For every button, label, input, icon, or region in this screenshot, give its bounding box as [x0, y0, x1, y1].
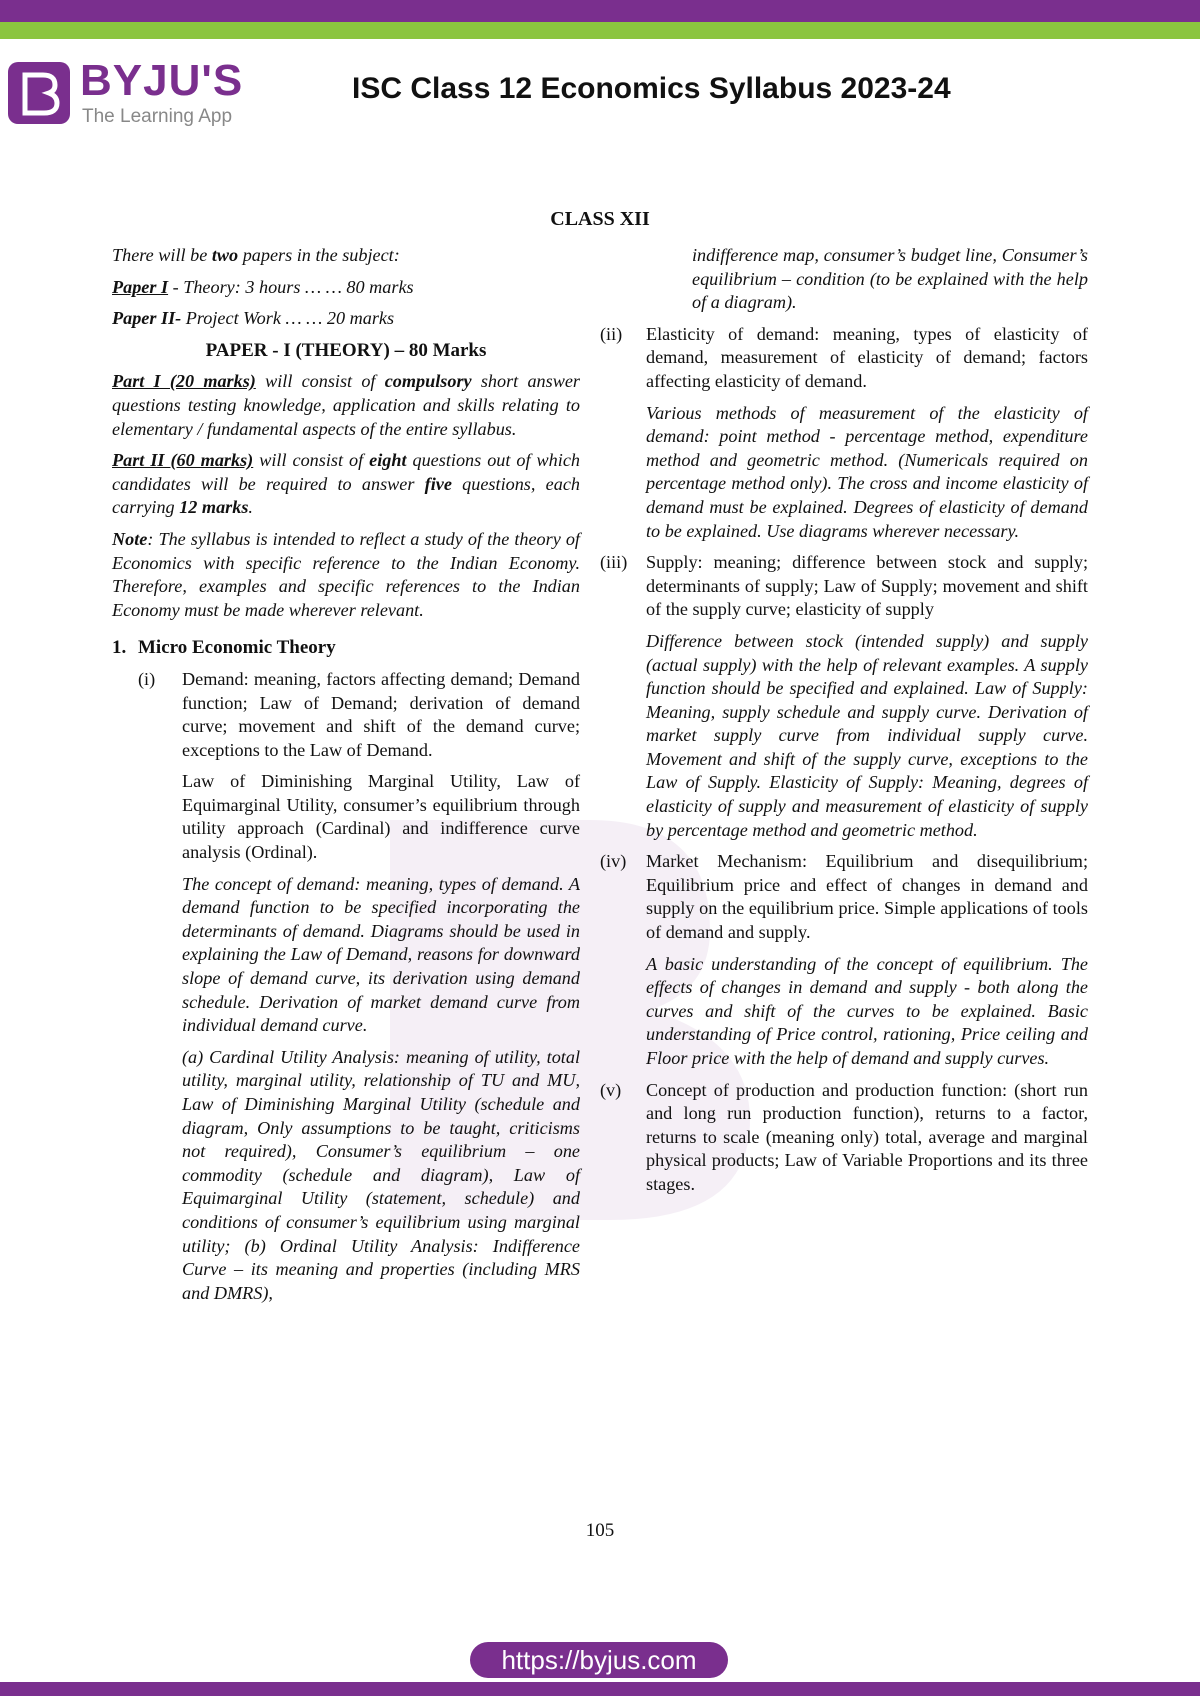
bottom-brand-bar: [0, 1682, 1200, 1696]
note-text: : The syllabus is intended to reflect a study of the theory of Economics with specific reference to the Indian Economy. Therefore, examples and specific references to the Indian Economy must be made wherever relevant.: [112, 528, 580, 620]
intro-line: [112, 244, 580, 268]
top-accent-bar: [0, 22, 1200, 39]
part2-text: will consist of: [253, 450, 370, 471]
item-i-italic3: indifference map, consumer’s budget line, Consumer’s equilibrium – condition (to be explained with the help of a diagram).: [692, 245, 1088, 313]
left-column: [112, 244, 580, 1313]
item-i: [112, 668, 580, 1305]
part2-text-end: .: [248, 497, 253, 518]
paper2-text: Project Work … … 20 marks: [181, 308, 395, 329]
section1-number: 1.: [112, 637, 127, 659]
part2-bold-eight: eight: [369, 450, 407, 471]
part1-paragraph: [112, 370, 580, 441]
item-i-text: Demand: meaning, factors affecting demand; Demand function; Law of Demand; derivation of demand curve; movement and shift of the demand curve; exceptions to the Law of Demand.: [182, 668, 580, 760]
byjus-logo: [8, 56, 258, 130]
part2-bold-five: five: [424, 473, 452, 494]
item-i-continued: [600, 244, 1088, 315]
item-iv: [600, 850, 1088, 1070]
part2-paragraph: [112, 449, 580, 520]
intro-bold: two: [211, 245, 239, 265]
part1-text-end: short answer questions testing knowledge, application and skills relating to elementary / fundamental aspects of the entire syllabus.: [112, 371, 580, 439]
item-ii-label: (ii): [600, 323, 623, 344]
item-i-label: (i): [138, 668, 156, 689]
part1-bold: compulsory: [384, 371, 472, 392]
item-i-italic2: (a) Cardinal Utility Analysis: meaning of utility, total utility, marginal utility, relationship of TU and MU, Law of Diminishing Marginal Utility (schedule and diagram, Only assumptions to be taught, criticisms not required), Consumer’s equilibrium – one commodity (schedule and diagram), Law of Equimarginal Utility (statement, schedule) and conditions of consumer’s equilibrium using marginal utility; (b) Ordinal Utility Analysis: Indifference Curve – its meaning and properties (including MRS and DMRS),: [182, 1046, 580, 1303]
part2-label: Part II (60 marks): [112, 450, 254, 471]
item-iii-italic: Difference between stock (intended supply) and supply (actual supply) with the help of relevant examples. A supply function should be specified and explained. Law of Supply: Meaning, supply schedule and supply curve. Derivation of market supply curve from individual supply curve. Movement and shift of the supply curve, exceptions to the Law of Supply. Elasticity of Supply: Meaning, degrees of elasticity of supply and measurement of elasticity of supply by percentage method and geometric method.: [646, 630, 1088, 840]
note-paragraph: [112, 528, 580, 622]
intro-text-end: papers in the subject:: [238, 245, 400, 265]
part2-bold-marks: 12 marks: [179, 497, 249, 518]
item-ii: [600, 323, 1088, 543]
logo-wordmark: BYJU'S: [80, 56, 244, 105]
document-title: ISC Class 12 Economics Syllabus 2023-24: [352, 72, 951, 105]
item-iii: [600, 551, 1088, 842]
item-v-label: (v): [600, 1079, 622, 1100]
section1-title: Micro Economic Theory: [138, 637, 336, 659]
paper1-label: Paper I: [112, 276, 169, 297]
item-v-text: Concept of production and production function: (short run and long run production function), returns to a factor, returns to scale (meaning only) total, average and marginal physical products; Law of Variable Proportions and its three stages.: [646, 1079, 1088, 1194]
item-ii-text: Elasticity of demand: meaning, types of elasticity of demand, measurement of elasticity of demand; factors affecting elasticity of demand.: [646, 323, 1088, 391]
item-iv-italic: A basic understanding of the concept of equilibrium. The effects of changes in demand and supply - both along the curves and shift of the curves to be explained. Basic understanding of Price control, rationing, Price ceiling and Floor price with the help of demand and supply curves.: [646, 953, 1088, 1068]
paper2-label: Paper II-: [112, 308, 182, 329]
class-heading: CLASS XII: [550, 208, 650, 230]
item-iv-label: (iv): [600, 851, 627, 872]
paper-heading: PAPER - I (THEORY) – 80 Marks: [205, 339, 487, 361]
part1-label: Part I (20 marks): [112, 371, 256, 392]
item-iii-text: Supply: meaning; difference between stock and supply; determinants of supply; Law of Supply; movement and shift of the supply curve; elasticity of supply: [646, 552, 1088, 620]
page-number: 105: [585, 1520, 615, 1541]
item-iv-text: Market Mechanism: Equilibrium and disequilibrium; Equilibrium price and effect of changes in demand and supply on the equilibrium price. Simple applications of tools of demand and supply.: [646, 851, 1088, 943]
section1-heading: [112, 636, 580, 660]
part2-text-each: questions, each carrying: [112, 473, 581, 518]
top-brand-bar: [0, 0, 1200, 22]
item-ii-italic: Various methods of measurement of the elasticity of demand: point method - percentage method, expenditure method and geometric method. (Numericals required on percentage method only). The cross and income elasticity of demand must be explained. Degrees of elasticity of demand to be explained. Use diagrams wherever necessary.: [646, 402, 1088, 541]
part1-text: will consist of: [255, 371, 385, 392]
intro-text: There will be: [112, 245, 212, 265]
paper2-line: [112, 307, 580, 331]
note-label: Note: [112, 528, 148, 549]
right-column: [600, 244, 1088, 1205]
paper1-line: [112, 276, 580, 300]
part2-text-mid: questions out of which candidates will be required to answer: [112, 450, 580, 494]
item-i-italic1: The concept of demand: meaning, types of demand. A demand function to be specified incorporating the determinants of demand. Diagrams should be used in explaining the Law of Demand, reasons for downward slope of demand curve, its derivation using demand schedule. Derivation of market demand curve from individual demand curve.: [182, 873, 580, 1036]
item-iii-label: (iii): [600, 552, 628, 573]
item-i-text2: Law of Diminishing Marginal Utility, Law of Equimarginal Utility, consumer’s equilibrium through utility approach (Cardinal) and indifference curve analysis (Ordinal).: [182, 771, 580, 863]
logo-tagline: The Learning App: [82, 106, 233, 127]
website-link[interactable]: https://byjus.com: [470, 1642, 728, 1678]
byjus-logo-icon: [8, 62, 70, 124]
paper1-text: - Theory: 3 hours … … 80 marks: [168, 276, 414, 297]
item-v: [600, 1079, 1088, 1197]
